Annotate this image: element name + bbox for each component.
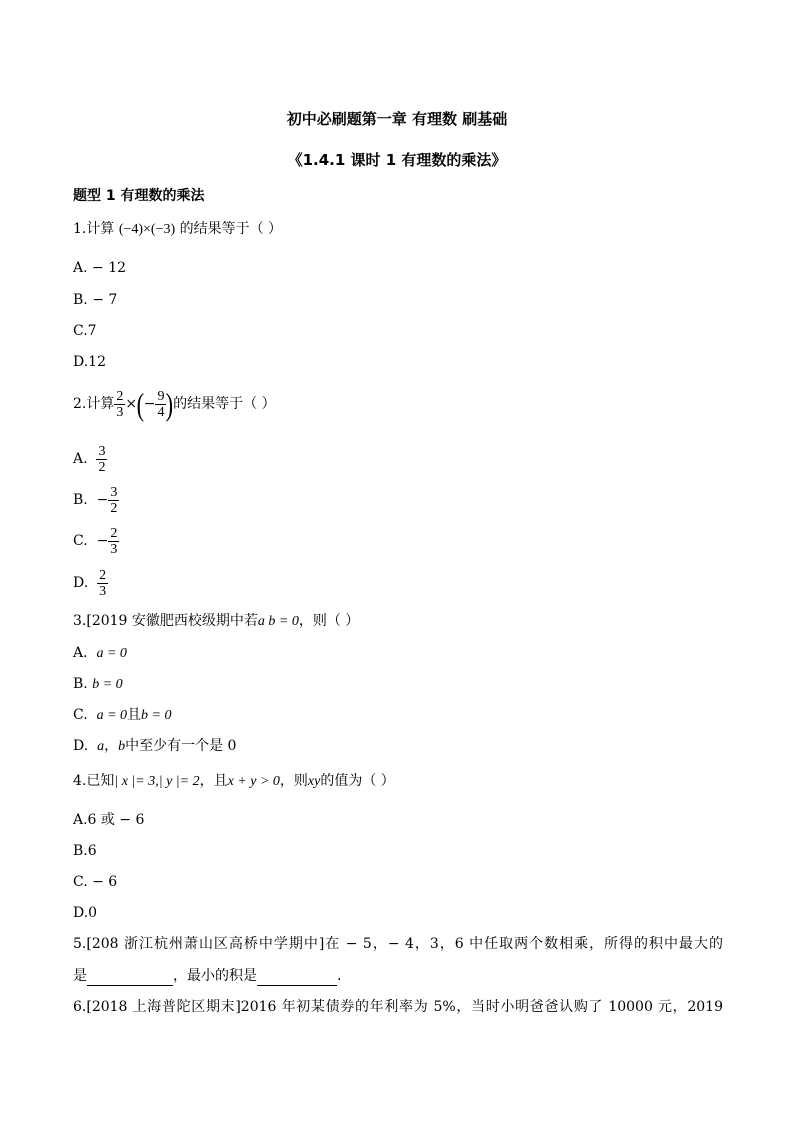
fraction-numerator: 2 [99, 567, 107, 583]
question-5-line-1: 5.[208 浙江杭州萧山区高桥中学期中]在 − 5，− 4，3，6 中任取两个数相乘，所得的积中最大的 [73, 936, 723, 952]
question-4-condition-1: | x |= 3,| y |= 2 [114, 774, 200, 789]
question-2-option-d [73, 565, 108, 601]
question-1-expression: (−4)×(−3) [118, 222, 176, 237]
option-expression: a = 0 [96, 646, 127, 661]
option-fraction [96, 444, 107, 475]
fraction-numerator: 2 [110, 525, 118, 541]
question-1-suffix: 的结果等于（ ） [179, 221, 283, 237]
question-3-prefix: 3.[2019 安徽肥西校级期中若 [73, 613, 258, 629]
question-4-option-a: A.6 或 − 6 [73, 812, 145, 828]
option-label: D. [73, 575, 89, 591]
option-label: C. [73, 533, 88, 549]
question-3-option-d [73, 736, 236, 757]
question-6-line-1: 6.[2018 上海普陀区期末]2016 年初某债券的年利率为 5%，当时小明爸爸认购了 10000 元，2019 [73, 999, 723, 1015]
times-sign: × [125, 396, 138, 412]
fraction-denominator: 3 [110, 541, 118, 557]
document-title: 初中必刷题第一章 有理数 刷基础 [286, 110, 508, 128]
fraction-denominator: 4 [157, 404, 165, 420]
option-sign: − [96, 533, 109, 549]
question-2-option-b [73, 482, 119, 518]
question-1-prefix: 1.计算 [73, 221, 115, 237]
question-4-text: ，且 [199, 773, 228, 789]
question-3 [73, 611, 359, 632]
option-label: B. [73, 492, 88, 508]
option-fraction [108, 526, 119, 557]
question-4-option-b: B.6 [73, 843, 97, 859]
option-expression: b = 0 [141, 708, 172, 723]
question-5-text: ，最小的积是 [173, 968, 257, 984]
option-label: C. [73, 707, 88, 723]
question-5-text: . [337, 968, 342, 984]
section-heading: 题型 1 有理数的乘法 [73, 188, 205, 204]
option-conjunction: 且 [127, 707, 142, 723]
document-subtitle: 《1.4.1 课时 1 有理数的乘法》 [287, 151, 507, 169]
negative-sign: − [143, 396, 156, 412]
fraction-numerator: 3 [110, 484, 118, 500]
variable-a: a [97, 739, 105, 754]
question-5-line-2 [73, 966, 341, 986]
question-2-prefix: 2.计算 [73, 396, 115, 412]
option-fraction [108, 485, 119, 516]
question-3-option-a [73, 643, 127, 664]
option-expression: a = 0 [96, 708, 128, 723]
question-1-option-d: D.12 [73, 354, 106, 370]
question-3-option-c [73, 705, 171, 726]
option-text: 中至少有一个是 0 [125, 738, 237, 754]
variable-b: b [118, 739, 126, 754]
fraction-numerator: 9 [157, 388, 165, 404]
question-4-suffix: 的值为（ ） [320, 773, 395, 789]
option-sign: − [96, 492, 109, 508]
fraction-denominator: 3 [116, 404, 124, 420]
option-label: B. [73, 676, 88, 692]
question-4-prefix: 4.已知 [73, 773, 115, 789]
question-1-option-b: B. − 7 [73, 292, 118, 308]
left-paren: ( [136, 386, 145, 422]
question-2-fraction-1 [114, 389, 125, 420]
fraction-numerator: 2 [116, 388, 124, 404]
answer-blank-max[interactable] [87, 969, 173, 986]
fraction-denominator: 2 [110, 500, 118, 516]
question-1-option-a: A. − 12 [73, 260, 127, 276]
separator: ， [104, 738, 119, 754]
option-label: A. [73, 645, 88, 661]
question-4-option-c: C. − 6 [73, 874, 118, 890]
question-5-text: 是 [73, 968, 87, 984]
fraction-numerator: 3 [98, 443, 106, 459]
question-3-expression: a b = 0 [257, 614, 299, 629]
question-2 [73, 386, 276, 422]
question-4-condition-2: x + y > 0 [227, 774, 280, 789]
question-2-option-a [73, 441, 107, 477]
fraction-denominator: 2 [98, 459, 106, 475]
question-4-variable: xy [307, 774, 321, 789]
question-4-option-d: D.0 [73, 905, 98, 921]
option-label: D. [73, 738, 89, 754]
question-2-option-c [73, 523, 119, 559]
answer-blank-min[interactable] [257, 969, 337, 986]
question-3-option-b [73, 674, 123, 695]
option-label: A. [73, 451, 88, 467]
option-expression: b = 0 [92, 677, 123, 692]
question-1-option-c: C.7 [73, 323, 97, 339]
question-4 [73, 771, 395, 792]
question-3-suffix: ，则（ ） [298, 613, 360, 629]
option-fraction [97, 568, 108, 599]
question-2-suffix: 的结果等于（ ） [173, 396, 276, 412]
right-paren: ) [166, 386, 174, 422]
question-4-text: ，则 [279, 773, 308, 789]
fraction-denominator: 3 [99, 583, 107, 599]
question-1 [73, 219, 282, 240]
